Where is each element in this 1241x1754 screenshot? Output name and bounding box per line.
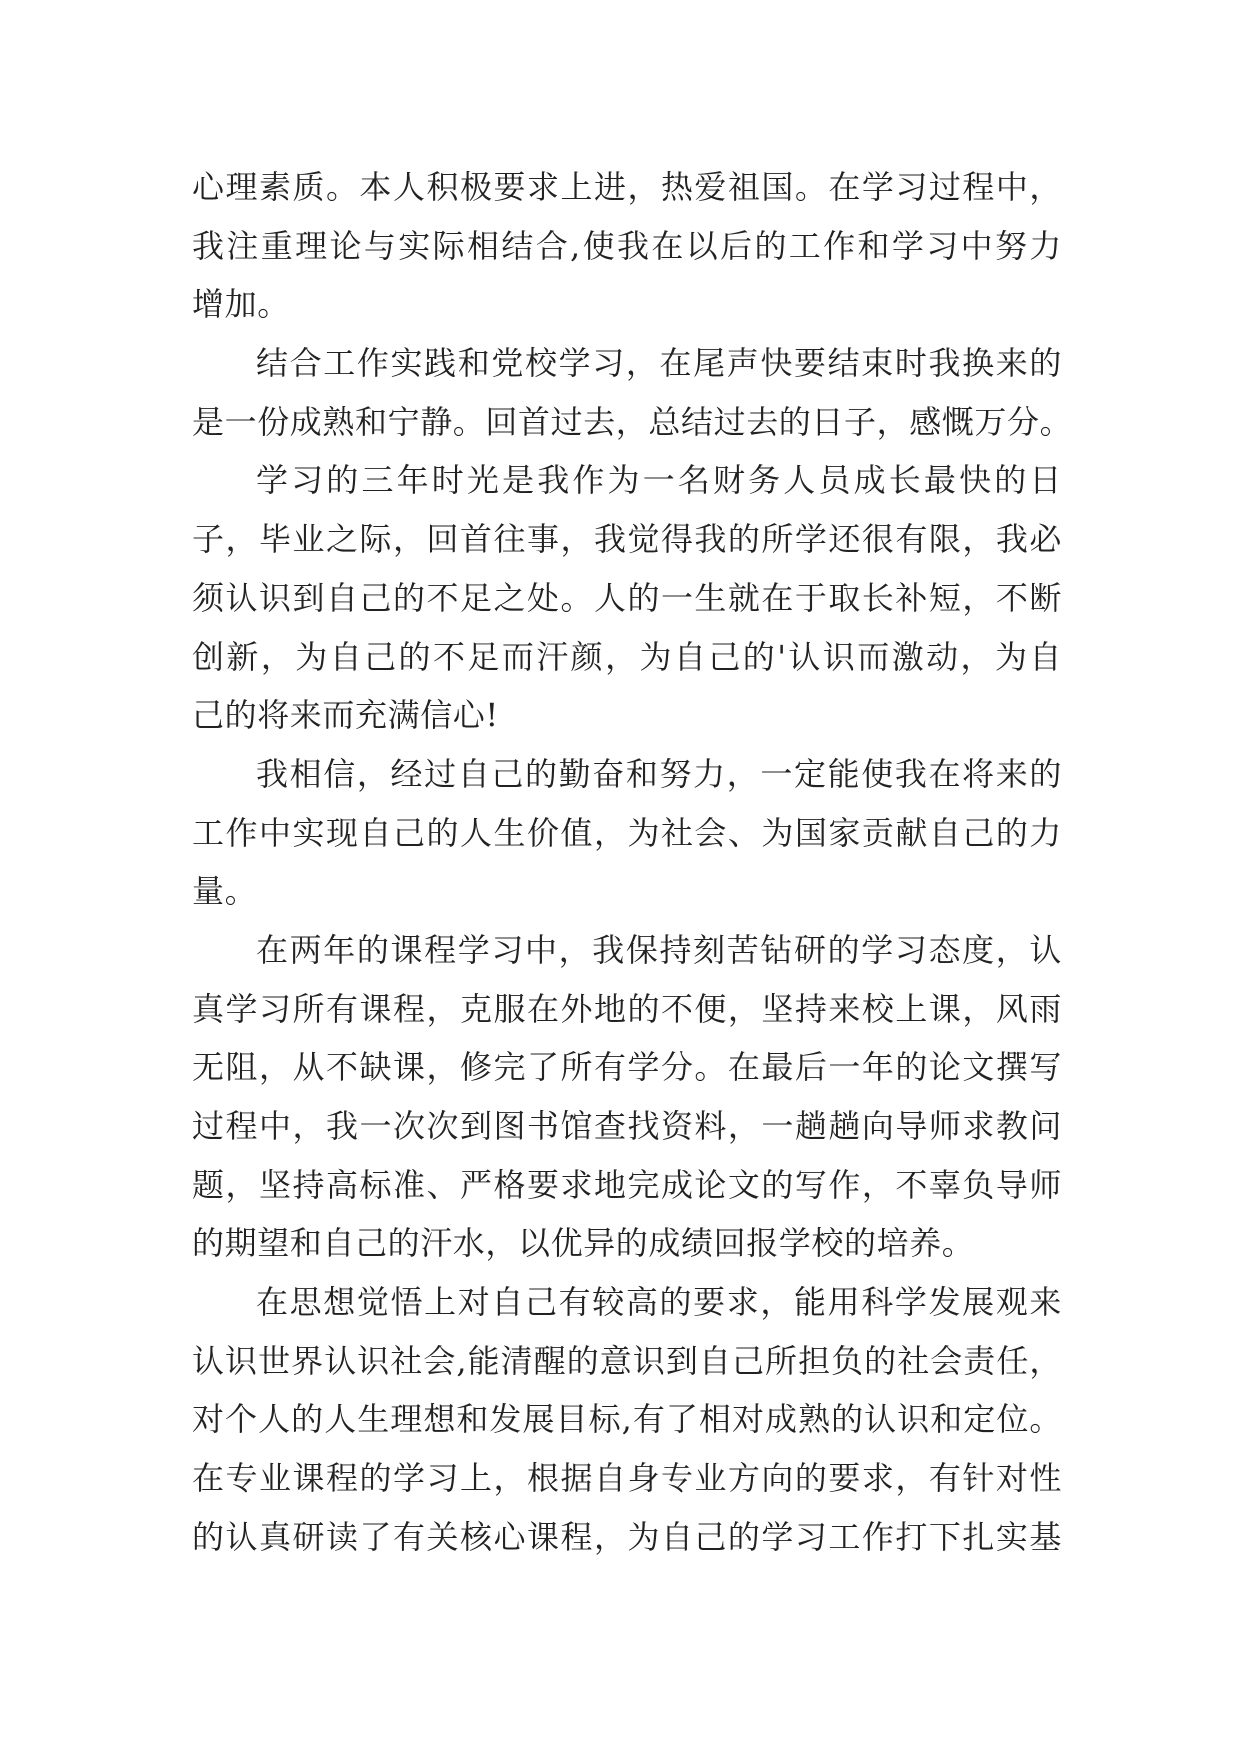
paragraph xyxy=(192,451,1062,744)
text-line: 己的将来而充满信心! xyxy=(192,696,499,735)
text-line: 无阻，从不缺课，修完了所有学分。在最后一年的论文撰写 xyxy=(192,1048,1062,1087)
text-line: 真学习所有课程，克服在外地的不便，坚持来校上课，风雨 xyxy=(192,989,1062,1028)
paragraph xyxy=(192,334,1073,451)
text-line: 认识世界认识社会,能清醒的意识到自己所担负的社会责任， xyxy=(192,1341,1062,1380)
text-line: 题，坚持高标准、严格要求地完成论文的写作，不辜负导师 xyxy=(192,1165,1062,1204)
text-line: 子，毕业之际，回首往事，我觉得我的所学还很有限，我必 xyxy=(192,520,1062,559)
text-line: 的期望和自己的汗水，以优异的成绩回报学校的培养。 xyxy=(192,1224,975,1263)
paragraph xyxy=(192,745,1062,921)
text-line: 增加。 xyxy=(192,285,290,324)
text-line: 过程中，我一次次到图书馆查找资料，一趟趟向导师求教问 xyxy=(192,1107,1062,1145)
text-line: 在两年的课程学习中，我保持刻苦钻研的学习态度，认 xyxy=(256,930,1062,969)
text-line: 是一份成熟和宁静。回首过去，总结过去的日子，感慨万分。 xyxy=(192,402,1073,441)
text-line: 须认识到自己的不足之处。人的一生就在于取长补短，不断 xyxy=(192,578,1062,617)
text-line: 量。 xyxy=(192,872,258,911)
text-line: 工作中实现自己的人生价值，为社会、为国家贡献自己的力 xyxy=(192,813,1062,852)
text-line: 心理素质。本人积极要求上进，热爱祖国。在学习过程中， xyxy=(192,168,1062,206)
text-line: 对个人的人生理想和发展目标,有了相对成熟的认识和定位。 xyxy=(192,1400,1062,1439)
text-line: 在专业课程的学习上，根据自身专业方向的要求，有针对性 xyxy=(192,1459,1062,1498)
paragraph xyxy=(192,1273,1062,1566)
text-line: 我相信，经过自己的勤奋和努力，一定能使我在将来的 xyxy=(256,754,1062,793)
paragraph xyxy=(192,921,1062,1273)
text-line: 在思想觉悟上对自己有较高的要求，能用科学发展观来 xyxy=(256,1283,1062,1322)
document-body xyxy=(192,158,1073,1567)
paragraph xyxy=(192,158,1062,334)
text-line: 的认真研读了有关核心课程，为自己的学习工作打下扎实基 xyxy=(192,1517,1062,1556)
text-line: 结合工作实践和党校学习，在尾声快要结束时我换来的 xyxy=(256,344,1062,383)
text-line: 创新，为自己的不足而汗颜，为自己的'认识而激动，为自 xyxy=(192,637,1062,676)
text-line: 我注重理论与实际相结合,使我在以后的工作和学习中努力 xyxy=(192,226,1062,265)
text-line: 学习的三年时光是我作为一名财务人员成长最快的日 xyxy=(256,461,1062,500)
